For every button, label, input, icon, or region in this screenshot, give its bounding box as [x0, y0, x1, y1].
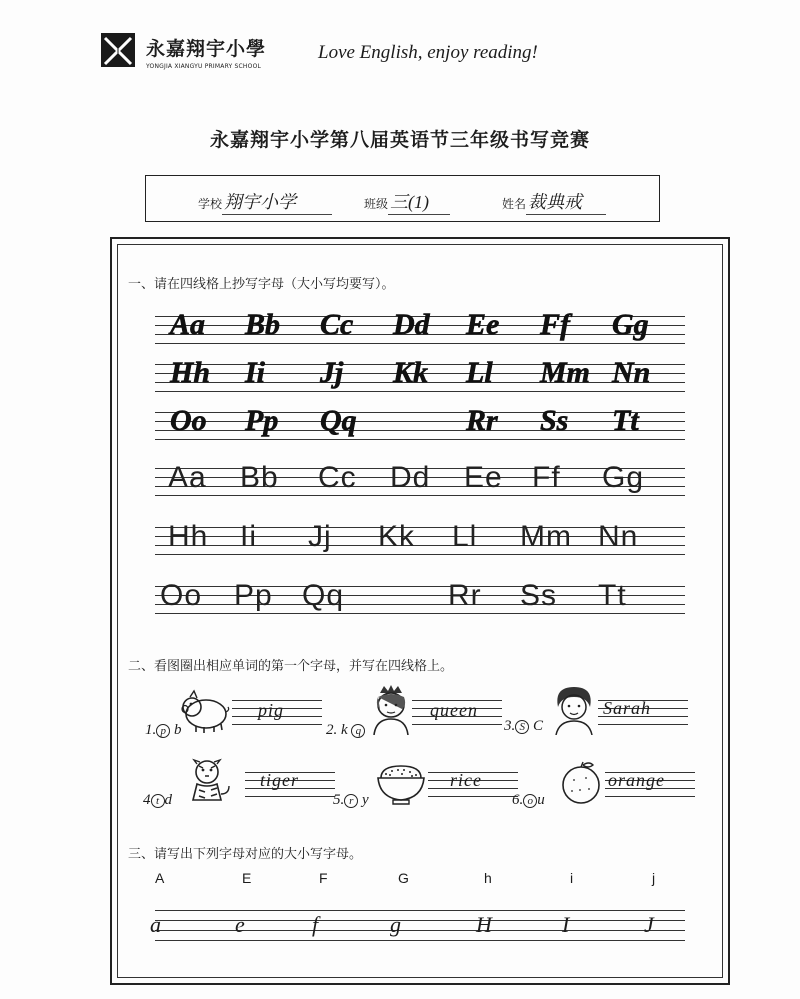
template-letter: Ii — [245, 356, 266, 389]
question-number: 6. — [512, 792, 524, 808]
school-value: 翔宇小学 — [222, 188, 332, 215]
choice: y — [362, 792, 369, 808]
choice: C — [533, 718, 544, 734]
written-letter: Dd — [390, 461, 431, 494]
prompt-letter: j — [652, 870, 656, 886]
written-letter: Ee — [464, 461, 503, 494]
question-1-label — [145, 722, 182, 739]
template-letter: Qq — [320, 404, 357, 437]
template-letter: Tt — [612, 404, 639, 437]
template-letter: Ss — [540, 404, 569, 437]
circled-choice: t — [151, 794, 165, 808]
answer-letter: J — [644, 912, 654, 937]
answer-letter: I — [562, 912, 570, 937]
answer-letter: g — [390, 912, 401, 937]
template-letter: Aa — [170, 308, 206, 341]
written-letter: Cc — [318, 461, 357, 494]
template-letter: Mm — [540, 356, 591, 389]
answer-word-1: pig — [258, 700, 285, 720]
prompt-letter: A — [155, 870, 165, 886]
prompt-letter: F — [319, 870, 328, 886]
written-letter: Ii — [240, 520, 257, 553]
pig-icon — [180, 685, 230, 735]
template-letter: Rr — [466, 404, 498, 437]
written-letter: Pp — [234, 579, 273, 612]
template-letter: Bb — [245, 308, 281, 341]
school-name-en: YONGJIA XIANGYU PRIMARY SCHOOL — [146, 63, 262, 70]
school-field — [198, 188, 332, 215]
section3-title: 三、请写出下列字母对应的大小写字母。 — [128, 847, 363, 862]
name-field — [502, 188, 606, 215]
written-letter: Nn — [598, 520, 639, 553]
template-letter: Nn — [612, 356, 651, 389]
name-value: 裁典戒 — [526, 188, 606, 215]
four-line-row-3 — [155, 412, 685, 442]
question-5-label — [333, 792, 369, 809]
written-letter: Jj — [308, 520, 332, 553]
slogan: Love English, enjoy reading! — [318, 42, 538, 63]
question-number: 1. — [145, 722, 157, 738]
orange-icon — [558, 760, 604, 806]
section1-title: 一、请在四线格上抄写字母（大小写均要写）。 — [128, 277, 395, 292]
written-letter: Qq — [302, 579, 345, 612]
class-label: 班级 — [364, 197, 389, 211]
written-letter: Aa — [168, 461, 207, 494]
choice: d — [164, 792, 172, 808]
prompt-letter: h — [484, 870, 492, 886]
tiger-icon — [185, 758, 233, 806]
class-value: 三(1) — [388, 188, 450, 215]
answer-letter: e — [235, 912, 245, 937]
question-3-label — [504, 718, 543, 735]
student-info-box — [145, 175, 660, 222]
template-letter: Oo — [170, 404, 207, 437]
circled-choice: p — [156, 724, 170, 738]
answer-word-4: tiger — [260, 770, 299, 790]
choice: b — [174, 722, 182, 738]
prompt-letter: i — [570, 870, 574, 886]
girl-icon — [550, 683, 598, 735]
written-letter: Oo — [160, 579, 203, 612]
question-2-label — [326, 722, 365, 739]
page-title: 永嘉翔宇小学第八届英语节三年级书写竞赛 — [209, 129, 590, 151]
choice: u — [537, 792, 545, 808]
written-letter: Ll — [452, 520, 478, 553]
school-label: 学校 — [198, 197, 223, 211]
question-6-label — [512, 792, 545, 809]
template-letter: Pp — [245, 404, 279, 437]
template-letter: Ff — [540, 308, 570, 341]
written-letter: Rr — [448, 579, 482, 612]
written-letter: Tt — [598, 579, 627, 612]
answer-word-6: orange — [608, 770, 665, 790]
written-letter: Ss — [520, 579, 558, 612]
answer-word-2: queen — [430, 700, 478, 720]
template-letter: Dd — [393, 308, 430, 341]
template-letter: Kk — [393, 356, 429, 389]
written-letter: Mm — [520, 520, 572, 553]
name-label: 姓名 — [502, 197, 527, 211]
question-number: 4 — [143, 792, 151, 808]
queen-icon — [370, 683, 412, 735]
circled-choice: q — [351, 724, 365, 738]
school-name-cn: 永嘉翔宇小學 — [146, 38, 267, 60]
header — [100, 30, 620, 80]
answer-word-5: rice — [450, 770, 482, 790]
template-letter: Cc — [320, 308, 354, 341]
written-letter: Kk — [378, 520, 416, 553]
answer-letter: H — [476, 912, 492, 937]
template-letter: Hh — [170, 356, 211, 389]
question-number: 3. — [504, 718, 516, 734]
written-letter: Ff — [532, 461, 561, 494]
template-letter: Ll — [466, 356, 493, 389]
circled-choice: o — [523, 794, 537, 808]
template-letter: Gg — [612, 308, 649, 341]
choice: k — [341, 722, 348, 738]
written-letter: Bb — [240, 461, 279, 494]
circled-choice: r — [344, 794, 358, 808]
template-letter: Ee — [466, 308, 500, 341]
rice-bowl-icon — [375, 762, 427, 806]
prompt-letter: E — [242, 870, 252, 886]
written-letter: Hh — [168, 520, 209, 553]
school-logo-icon — [100, 30, 140, 70]
prompt-letter: G — [398, 870, 409, 886]
answer-word-3: Sarah — [603, 698, 652, 718]
circled-choice: S — [515, 720, 529, 734]
answer-letter: f — [312, 912, 319, 937]
question-4-label — [143, 792, 172, 809]
class-field — [364, 188, 450, 215]
question-number: 2. — [326, 722, 338, 738]
written-letter: Gg — [602, 461, 645, 494]
section2-title: 二、看图圈出相应单词的第一个字母，并写在四线格上。 — [128, 659, 454, 674]
question-number: 5. — [333, 792, 345, 808]
answer-letter: a — [150, 912, 161, 937]
template-letter: Jj — [320, 356, 344, 389]
